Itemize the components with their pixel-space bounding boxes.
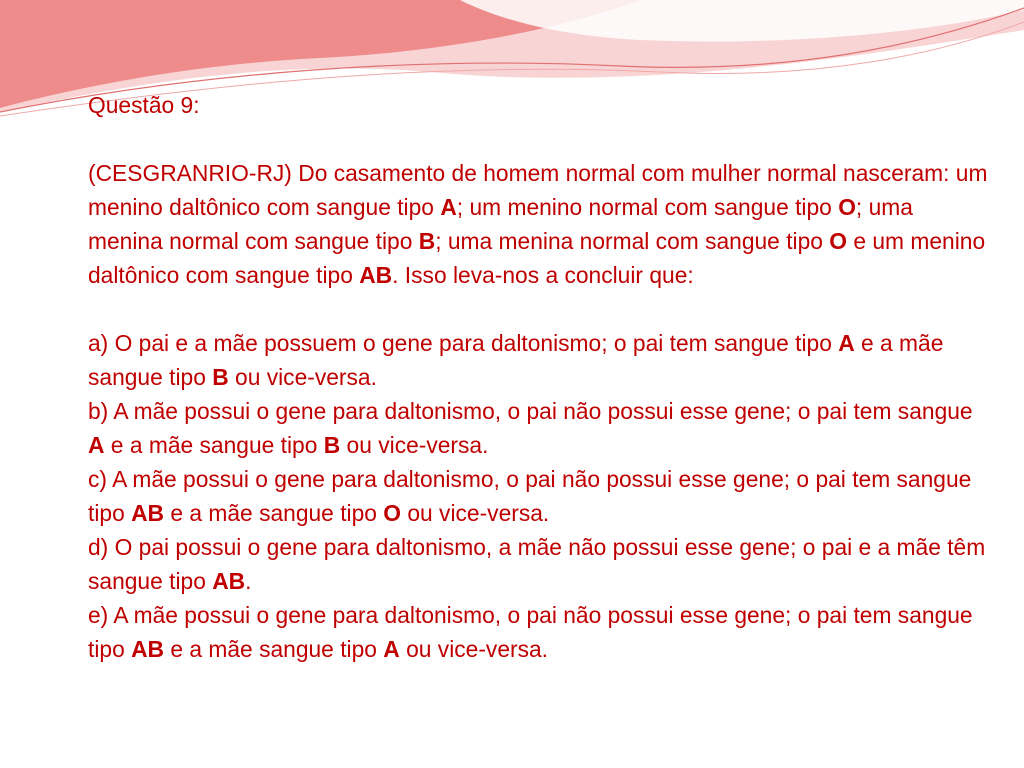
text-run: e a mãe sangue tipo	[164, 636, 384, 662]
text-run: .	[245, 568, 252, 594]
blood-type-emphasis: B	[323, 432, 341, 458]
answer-option-b	[88, 394, 988, 462]
answer-option-d	[88, 530, 988, 598]
text-run: e a mãe sangue tipo	[88, 330, 944, 390]
text-run: e) A mãe possui o gene para daltonismo, o pai não possui esse gene; o pai tem sangue tipo	[88, 602, 973, 662]
answer-option-a	[88, 326, 988, 394]
answer-option-c	[88, 462, 988, 530]
blood-type-emphasis: AB	[212, 568, 246, 594]
blood-type-emphasis: B	[212, 364, 229, 390]
spacer	[88, 122, 988, 156]
answer-options	[88, 326, 988, 666]
text-run: ou vice-versa.	[401, 500, 550, 526]
text-run: (CESGRANRIO-RJ) Do casamento de homem normal com mulher normal nasceram: um menino daltônico com sangue tipo	[88, 160, 988, 220]
text-run: ou vice-versa.	[228, 364, 377, 390]
text-run: e a mãe sangue tipo	[104, 432, 324, 458]
slide-content	[88, 88, 988, 666]
text-run: e um menino daltônico com sangue tipo	[88, 228, 986, 288]
text-run: ; um menino normal com sangue tipo	[456, 194, 839, 220]
text-run: e a mãe sangue tipo	[164, 500, 384, 526]
text-run: ; uma menina normal com sangue tipo	[435, 228, 830, 254]
blood-type-emphasis: A	[838, 330, 855, 356]
text-run: ; uma menina normal com sangue tipo	[88, 194, 913, 254]
question-text	[88, 156, 988, 292]
blood-type-emphasis: A	[88, 432, 105, 458]
text-run: ou vice-versa.	[340, 432, 489, 458]
blood-type-emphasis: O	[383, 500, 402, 526]
blood-type-emphasis: B	[418, 228, 436, 254]
text-run: c) A mãe possui o gene para daltonismo, o pai não possui esse gene; o pai tem sangue tipo	[88, 466, 972, 526]
blood-type-emphasis: AB	[131, 636, 165, 662]
text-run: . Isso leva-nos a concluir que:	[392, 262, 694, 288]
spacer	[88, 292, 988, 326]
text-run: d) O pai possui o gene para daltonismo, a mãe não possui esse gene; o pai e a mãe têm sangue tipo	[88, 534, 986, 594]
text-run: a) O pai e a mãe possuem o gene para daltonismo; o pai tem sangue tipo	[88, 330, 839, 356]
blood-type-emphasis: A	[440, 194, 457, 220]
text-run: b) A mãe possui o gene para daltonismo, o pai não possui esse gene; o pai tem sangue	[88, 398, 973, 424]
blood-type-emphasis: O	[838, 194, 856, 220]
text-run: ou vice-versa.	[399, 636, 549, 662]
blood-type-emphasis: O	[829, 228, 848, 254]
blood-type-emphasis: AB	[131, 500, 165, 526]
blood-type-emphasis: AB	[359, 262, 393, 288]
answer-option-e	[88, 598, 988, 666]
question-heading: Questão 9:	[88, 92, 200, 118]
blood-type-emphasis: A	[383, 636, 400, 662]
